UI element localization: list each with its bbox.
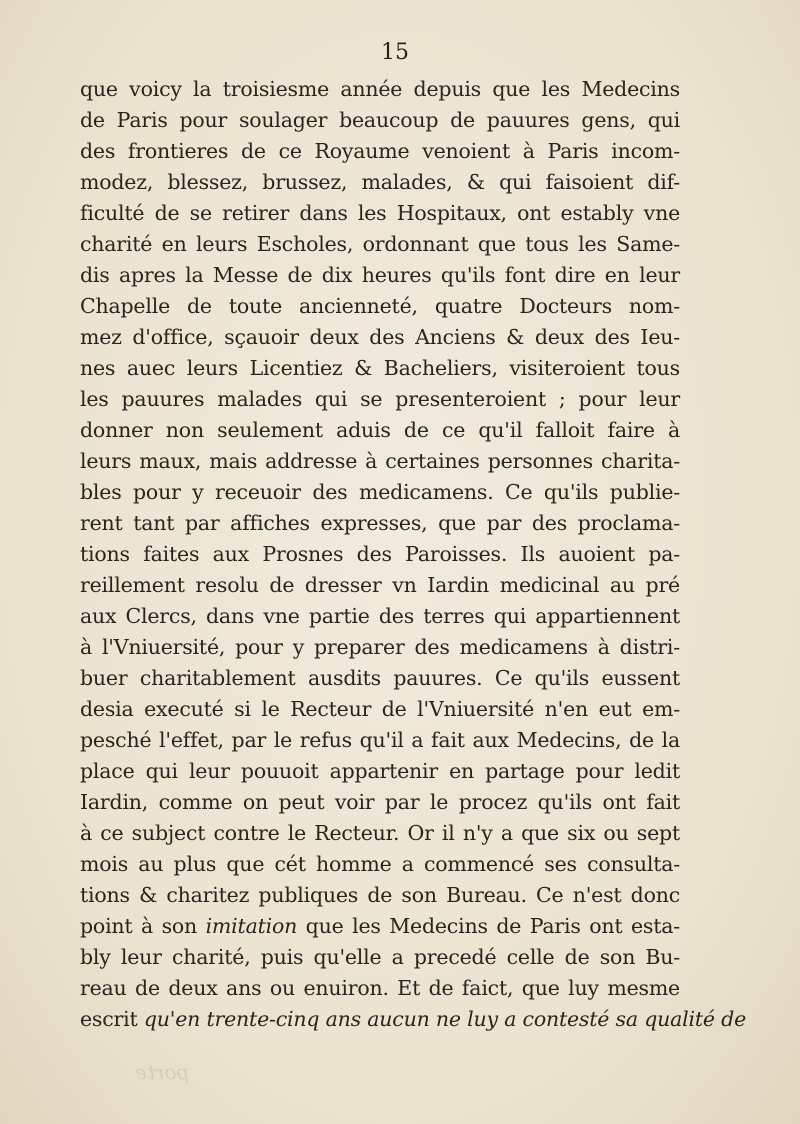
text-line: desia executé si le Recteur de l'Vniuersité n'en eut em- (80, 697, 680, 721)
show-through-text: porte (135, 1060, 190, 1084)
text-line: des frontieres de ce Royaume venoient à Paris incom- (80, 139, 680, 163)
text-line: bly leur charité, puis qu'elle a precedé celle de son Bu- (80, 945, 680, 969)
text-line: bles pour y receuoir des medicamens. Ce qu'ils publie- (80, 480, 680, 504)
text-line: leurs maux, mais addresse à certaines personnes charita- (80, 449, 680, 473)
text-line: à ce subject contre le Recteur. Or il n'y a que six ou sept (80, 821, 680, 845)
text-line: tions & charitez publiques de son Bureau. Ce n'est donc (80, 883, 680, 907)
text-line: reau de deux ans ou enuiron. Et de faict, que luy mesme (80, 976, 680, 1000)
text-line: que voicy la troisiesme année depuis que les Medecins (80, 77, 680, 101)
text-line: Iardin, comme on peut voir par le procez qu'ils ont fait (80, 790, 680, 814)
italic-run: qu'en trente-cinq ans aucun ne luy a contesté sa qualité de (143, 1007, 747, 1031)
text-line: aux Clercs, dans vne partie des terres qui appartiennent (80, 604, 680, 628)
text-body (80, 74, 747, 1035)
text-run: que les Medecins de Paris ont esta- (297, 914, 680, 938)
text-line: donner non seulement aduis de ce qu'il falloit faire à (80, 418, 680, 442)
italic-run: imitation (205, 914, 298, 938)
text-line: dis apres la Messe de dix heures qu'ils font dire en leur (80, 263, 680, 287)
text-line: rent tant par affiches expresses, que par des proclama- (80, 511, 680, 535)
text-run: point à son (80, 914, 206, 938)
text-line: de Paris pour soulager beaucoup de pauures gens, qui (80, 108, 680, 132)
text-line: reillement resolu de dresser vn Iardin medicinal au pré (80, 573, 680, 597)
text-line: charité en leurs Escholes, ordonnant que tous les Same- (80, 232, 680, 256)
text-line: place qui leur pouuoit appartenir en partage pour ledit (80, 759, 680, 783)
text-line-mixed (80, 911, 680, 942)
text-line: mez d'office, sçauoir deux des Anciens & deux des Ieu- (80, 325, 680, 349)
page-number: 15 (381, 40, 409, 65)
text-line: mois au plus que cét homme a commencé ses consulta- (80, 852, 680, 876)
text-line: tions faites aux Prosnes des Paroisses. Ils auoient pa- (80, 542, 680, 566)
text-line: les pauures malades qui se presenteroient ; pour leur (80, 387, 680, 411)
text-line: ficulté de se retirer dans les Hospitaux, ont estably vne (80, 201, 680, 225)
text-line: modez, blessez, brussez, malades, & qui faisoient dif- (80, 170, 680, 194)
text-line: pesché l'effet, par le refus qu'il a fait aux Medecins, de la (80, 728, 680, 752)
text-line-mixed (80, 1004, 747, 1035)
text-line: buer charitablement ausdits pauures. Ce qu'ils eussent (80, 666, 680, 690)
text-line: Chapelle de toute ancienneté, quatre Docteurs nom- (80, 294, 680, 318)
text-run: escrit (80, 1007, 144, 1031)
text-line: à l'Vniuersité, pour y preparer des medicamens à distri- (80, 635, 680, 659)
text-line: nes auec leurs Licentiez & Bacheliers, visiteroient tous (80, 356, 680, 380)
